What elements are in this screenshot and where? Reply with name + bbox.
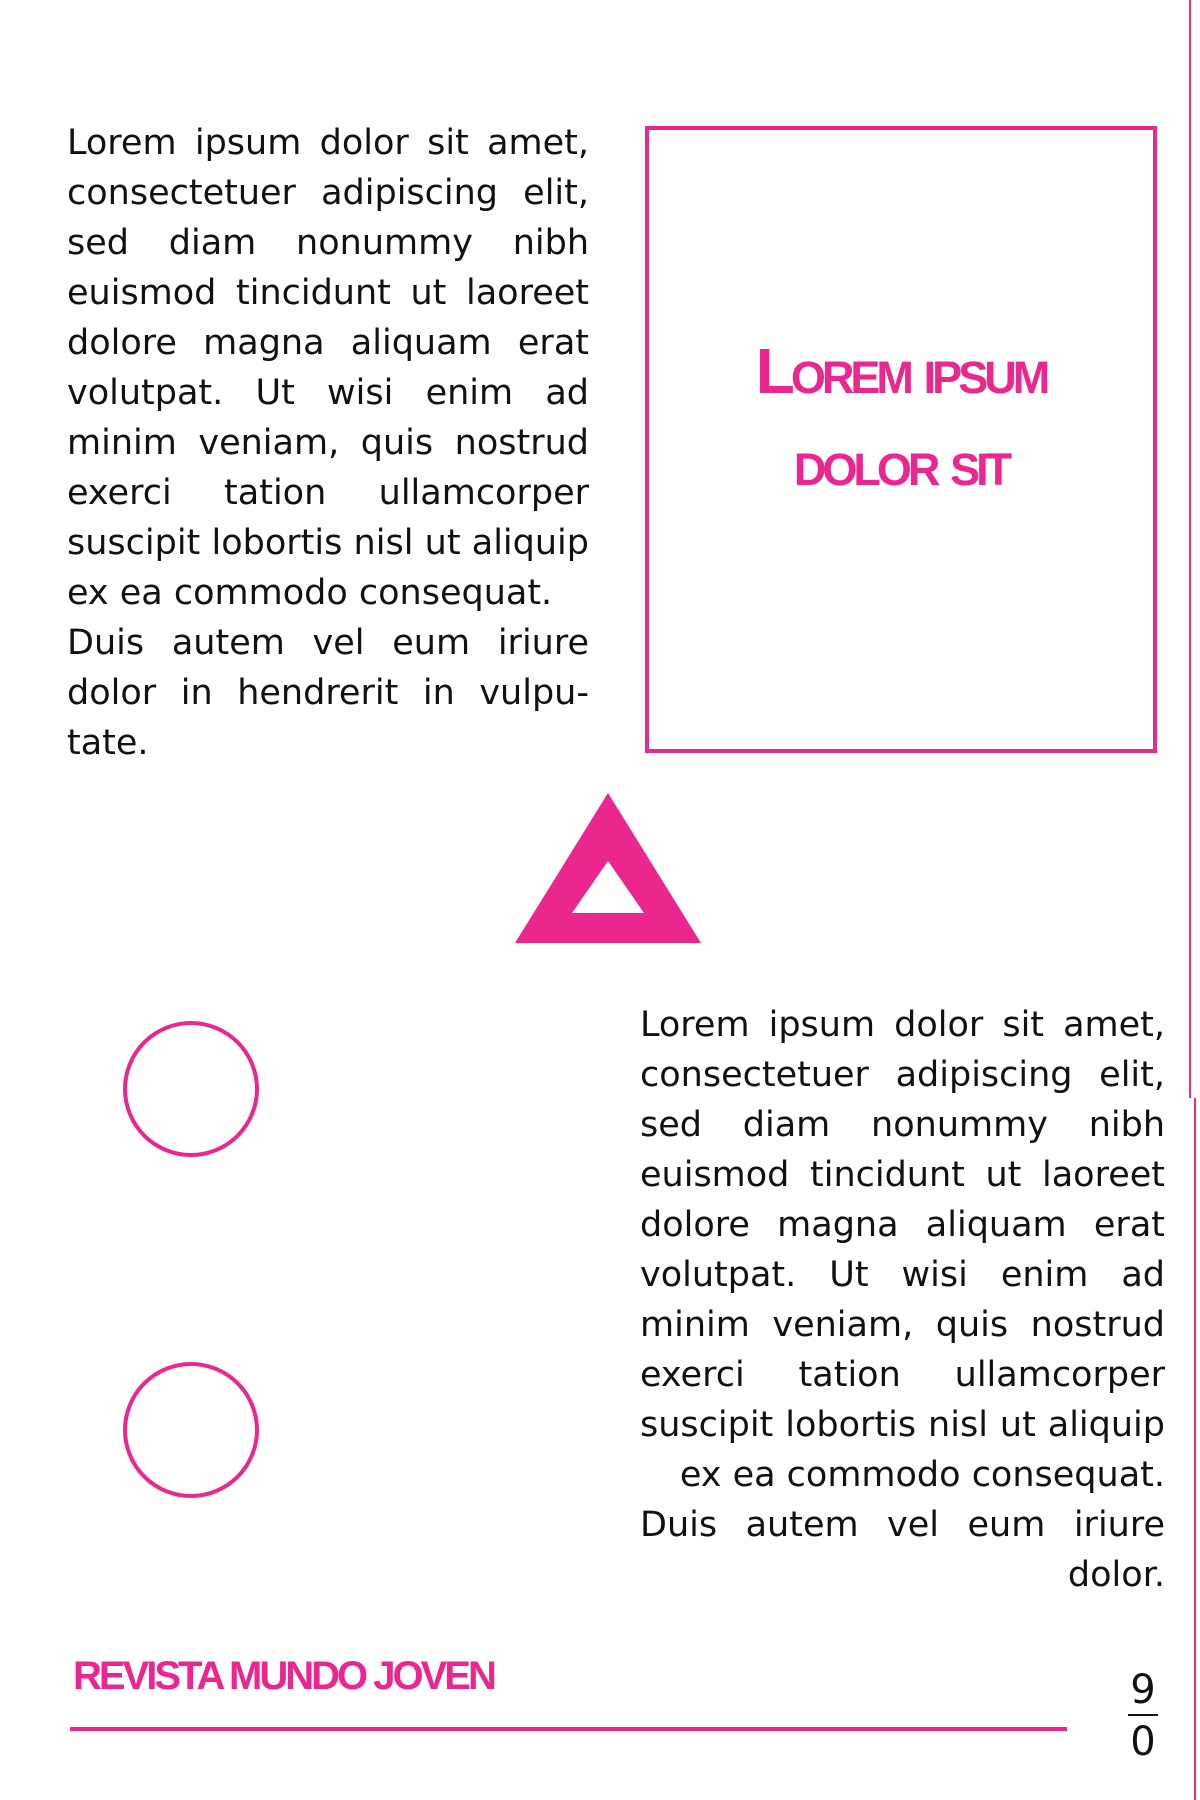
left-text-column [67, 118, 589, 768]
page-number-top-digit: 9 [1130, 1667, 1156, 1713]
feature-title [649, 325, 1153, 509]
triangle-outline-icon [515, 793, 701, 943]
feature-title-line-2: dolor sit [793, 427, 1009, 499]
page-edge-line-top [1189, 0, 1191, 1098]
circle-outline-icon [123, 1021, 259, 1157]
feature-box [645, 126, 1157, 753]
left-paragraph-2: Duis autem vel eum iriure dolor in hendrerit in vulpu-tate. [67, 623, 589, 763]
footer-rule [70, 1727, 1067, 1731]
page-number-divider [1128, 1714, 1158, 1716]
magazine-name: REVISTA MUNDO JOVEN [73, 1654, 494, 1698]
right-paragraph-2: Duis autem vel eum iriure dolor. [640, 1505, 1165, 1595]
feature-title-line-1: Lorem ipsum [755, 335, 1047, 407]
circle-outline-icon [123, 1362, 259, 1498]
page-number-bottom-digit: 0 [1130, 1719, 1156, 1765]
right-paragraph-1: Lorem ipsum dolor sit amet, consectetuer adipiscing elit, sed diam nonummy nibh euismod tincidunt ut laoreet dolore magna aliquam erat volutpat. Ut wisi enim ad minim veniam, quis nostrud exerci tation ullamcorper suscipit lobortis nisl ut aliquip ex ea commodo consequat. [640, 1005, 1165, 1495]
page-edge-line-bottom [1194, 1098, 1196, 1800]
left-paragraph-1: Lorem ipsum dolor sit amet, consectetuer adipiscing elit, sed diam nonummy nibh euismod tincidunt ut laoreet dolore magna aliquam erat volutpat. Ut wisi enim ad minim veniam, quis nostrud exerci tation ullamcorper suscipit lobortis nisl ut aliquip ex ea commodo consequat. [67, 123, 589, 613]
right-text-column [640, 1000, 1165, 1600]
page-number [1120, 1666, 1166, 1766]
